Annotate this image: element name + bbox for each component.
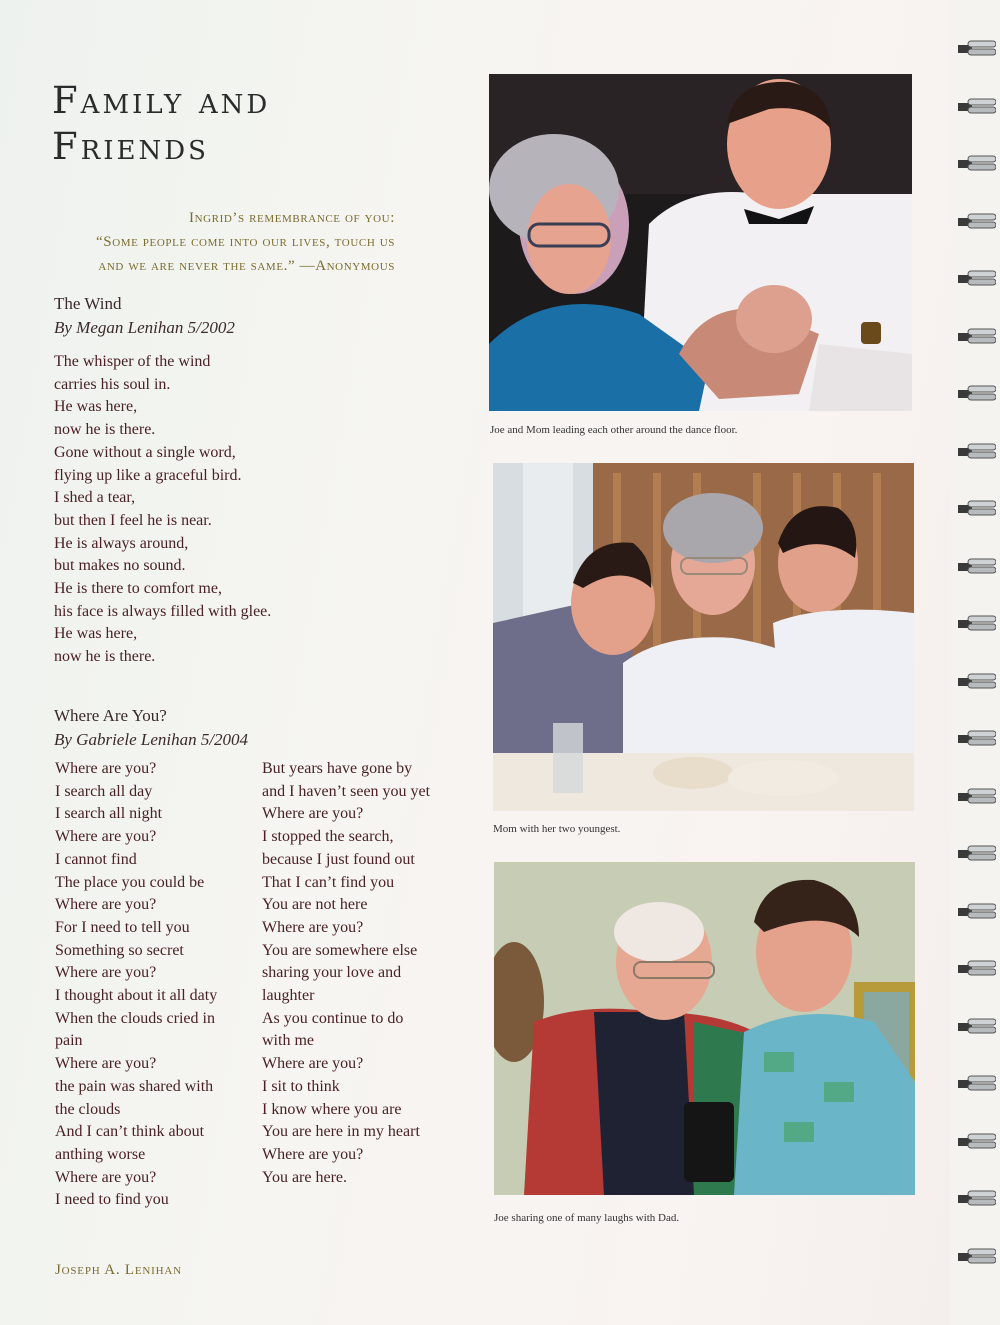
poem-line: I know where you are	[262, 1100, 402, 1118]
photo-dance-floor	[489, 74, 912, 411]
poem-line: You are here in my heart	[262, 1123, 420, 1141]
poem-line: You are not here	[262, 896, 368, 914]
poem-line: the clouds	[55, 1100, 121, 1118]
spiral-ring	[958, 960, 996, 976]
poem-line: He is there to comfort me,	[54, 580, 222, 598]
poem-line: I search all day	[55, 782, 153, 800]
page-title-line2: Friends	[52, 125, 209, 168]
poem-line: Where are you?	[262, 918, 364, 936]
spiral-ring	[958, 270, 996, 286]
epigraph-line2: “Some people come into our lives, touch us	[96, 234, 395, 250]
poem-line: Where are you?	[262, 805, 364, 823]
poem-line: carries his soul in.	[54, 375, 171, 393]
photo-caption-3: Joe sharing one of many laughs with Dad.	[494, 1212, 680, 1224]
page-title	[52, 78, 270, 170]
poem-line: Where are you?	[55, 1168, 157, 1186]
poem2-author: By Gabriele Lenihan 5/2004	[54, 730, 249, 749]
poem-line: his face is always filled with glee.	[54, 602, 272, 620]
poem-line: He was here,	[54, 625, 138, 643]
poem-line: I shed a tear,	[54, 489, 136, 507]
spiral-binding	[950, 0, 1000, 1325]
poem-line: because I just found out	[262, 850, 415, 868]
poem2-title: Where Are You?	[54, 706, 167, 725]
footer-name: Joseph A. Lenihan	[55, 1262, 182, 1278]
poem-line: That I can’t find you	[262, 873, 395, 891]
poem-line: laughter	[262, 987, 315, 1005]
poem-line: I search all night	[55, 805, 163, 823]
spiral-ring	[958, 1190, 996, 1206]
spiral-ring	[958, 1133, 996, 1149]
poem-line: Where are you?	[55, 760, 157, 777]
poem-line: For I need to tell you	[55, 918, 190, 936]
photo-caption-2: Mom with her two youngest.	[493, 823, 621, 835]
poem2-column2	[262, 758, 430, 1189]
photo-mom-two-youngest-illustration	[493, 463, 914, 811]
spiral-ring	[958, 155, 996, 171]
poem-line: but makes no sound.	[54, 557, 186, 575]
poem1-title: The Wind	[54, 294, 122, 313]
spiral-ring	[958, 558, 996, 574]
spiral-ring	[958, 500, 996, 516]
spiral-ring	[958, 213, 996, 229]
poem-line: pain	[55, 1032, 83, 1050]
poem-line: Where are you?	[262, 1145, 364, 1163]
poem-line: Something so secret	[55, 941, 184, 959]
epigraph-quote	[0, 206, 395, 278]
poem-line: and I haven’t seen you yet	[262, 782, 431, 800]
poem-line: He is always around,	[54, 534, 189, 552]
poem-line: Where are you?	[55, 896, 157, 914]
poem-line: the pain was shared with	[55, 1077, 214, 1095]
poem-line: The whisper of the wind	[54, 353, 211, 370]
spiral-ring	[958, 1248, 996, 1264]
poem-line: but then I feel he is near.	[54, 511, 212, 529]
poem-line: I thought about it all daty	[55, 987, 218, 1005]
poem-line: You are here.	[262, 1168, 348, 1186]
poem-line: As you continue to do	[262, 1009, 404, 1027]
spiral-ring	[958, 1018, 996, 1034]
poem-line: Where are you?	[262, 1055, 364, 1073]
spiral-ring	[958, 385, 996, 401]
poem-line: with me	[262, 1032, 314, 1050]
spiral-ring	[958, 845, 996, 861]
poem-line: now he is there.	[54, 648, 156, 666]
photo-dance-floor-illustration	[489, 74, 912, 411]
poem-line: now he is there.	[54, 421, 156, 439]
spiral-ring	[958, 788, 996, 804]
poem2-column1	[55, 758, 217, 1212]
poem-line: flying up like a graceful bird.	[54, 466, 242, 484]
poem1-author: By Megan Lenihan 5/2002	[54, 318, 235, 337]
epigraph-line3: and we are never the same.” —Anonymous	[98, 258, 395, 274]
poem-line: I sit to think	[262, 1077, 340, 1095]
epigraph-line1: Ingrid’s remembrance of you:	[188, 210, 395, 226]
poem-line: Where are you?	[55, 964, 157, 982]
poem-line: sharing your love and	[262, 964, 402, 982]
poem-line: He was here,	[54, 398, 138, 416]
poem-line: anthing worse	[55, 1145, 146, 1163]
poem1-lines	[54, 351, 271, 669]
poem-line: But years have gone by	[262, 760, 413, 777]
spiral-ring	[958, 730, 996, 746]
poem-line: Where are you?	[55, 1055, 157, 1073]
spiral-ring	[958, 40, 996, 56]
poem-line: The place you could be	[55, 873, 205, 891]
poem-line: Gone without a single word,	[54, 443, 236, 461]
page-title-line1: Family and	[52, 79, 271, 122]
spiral-ring	[958, 903, 996, 919]
spiral-ring	[958, 98, 996, 114]
photo-laughs-with-dad	[494, 862, 915, 1195]
spiral-ring	[958, 1075, 996, 1091]
poem-line: I cannot find	[55, 850, 137, 868]
spiral-ring	[958, 443, 996, 459]
poem-line: I stopped the search,	[262, 828, 394, 846]
poem-line: I need to find you	[55, 1191, 169, 1209]
spiral-ring	[958, 673, 996, 689]
poem-line: You are somewhere else	[262, 941, 418, 959]
spiral-ring	[958, 328, 996, 344]
photo-caption-1: Joe and Mom leading each other around the dance floor.	[490, 424, 738, 436]
spiral-ring	[958, 615, 996, 631]
poem-line: Where are you?	[55, 828, 157, 846]
poem-line: And I can’t think about	[55, 1123, 205, 1141]
photo-mom-two-youngest	[493, 463, 914, 811]
poem-line: When the clouds cried in	[55, 1009, 215, 1027]
photo-laughs-with-dad-illustration	[494, 862, 915, 1195]
